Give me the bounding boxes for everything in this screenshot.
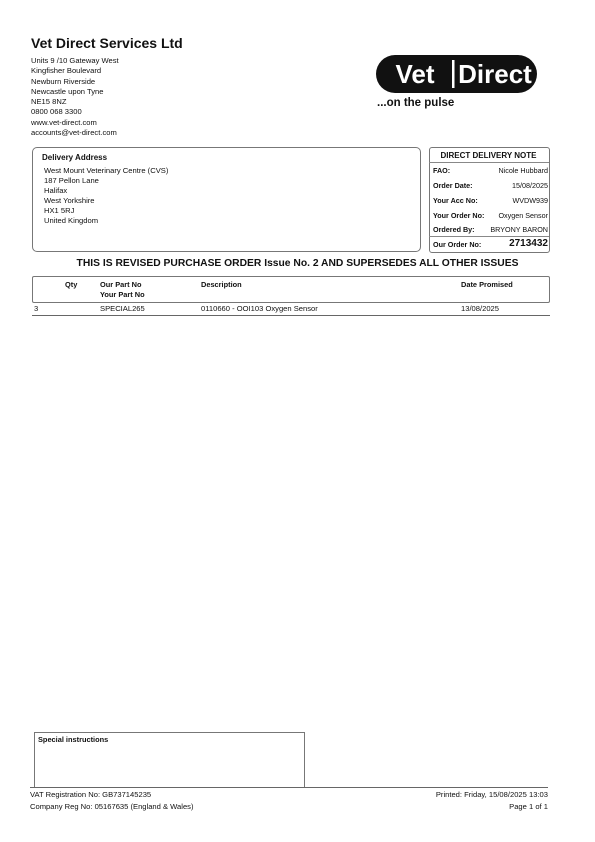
delivery-line: United Kingdom — [44, 216, 99, 225]
row-divider — [32, 315, 550, 316]
logo-pill-shape — [375, 54, 538, 94]
divider — [429, 162, 549, 163]
delivery-line: Halifax — [44, 186, 68, 195]
vat-registration: VAT Registration No: GB737145235 — [30, 790, 152, 799]
address-line: Newburn Riverside — [31, 76, 96, 86]
email: accounts@vet-direct.com — [31, 128, 117, 138]
cell-description: 0110660 - OOI103 Oxygen Sensor — [201, 304, 318, 313]
column-header-qty: Qty — [65, 280, 78, 289]
revision-banner: THIS IS REVISED PURCHASE ORDER Issue No. 2 AND SUPERSEDES ALL OTHER ISSUES — [76, 258, 519, 269]
ordered-by-label: Ordered By: — [433, 225, 475, 234]
cell-date-promised: 13/08/2025 — [461, 304, 500, 313]
column-header-date-promised: Date Promised — [461, 280, 513, 289]
delivery-line: 187 Pellon Lane — [44, 176, 99, 185]
phone-number: 0800 068 3300 — [31, 107, 82, 117]
order-date-label: Order Date: — [433, 181, 473, 190]
logo-word-left: Vet — [395, 59, 435, 89]
fao-value: Nicole Hubbard — [498, 166, 548, 175]
address-line: Units 9 /10 Gateway West — [31, 56, 119, 65]
divider — [429, 236, 549, 237]
website: www.vet-direct.com — [31, 117, 97, 127]
company-reg: Company Reg No: 05167635 (England & Wales) — [30, 802, 194, 811]
our-order-no-value: 2713432 — [509, 238, 548, 249]
your-order-no-label: Your Order No: — [433, 211, 485, 220]
logo-word-right: Direct — [458, 59, 532, 89]
order-date-value: 15/08/2025 — [512, 181, 548, 190]
vet-direct-logo — [375, 54, 540, 112]
address-line: Newcastle upon Tyne — [31, 86, 104, 96]
page-number: Page 1 of 1 — [509, 802, 548, 811]
delivery-address-lines — [44, 166, 168, 226]
delivery-line: West Mount Veterinary Centre (CVS) — [44, 166, 169, 175]
delivery-line: HX1 5RJ — [44, 206, 75, 215]
column-header-description: Description — [201, 280, 242, 289]
acc-no-value: WVDW939 — [512, 196, 548, 205]
special-instructions-label: Special instructions — [38, 735, 109, 744]
footer-divider — [30, 787, 548, 788]
address-line: NE15 8NZ — [31, 97, 67, 107]
delivery-address-title: Delivery Address — [42, 153, 108, 162]
delivery-note-title: DIRECT DELIVERY NOTE — [440, 151, 537, 160]
cell-qty: 3 — [34, 304, 39, 313]
acc-no-label: Your Acc No: — [433, 196, 478, 205]
logo-tagline: ...on the pulse — [377, 97, 455, 109]
our-order-no-label: Our Order No: — [433, 240, 482, 249]
address-line: Kingfisher Boulevard — [31, 66, 102, 76]
cell-part-no: SPECIAL265 — [100, 304, 145, 313]
your-order-no-value: Oxygen Sensor — [498, 211, 548, 220]
company-address — [31, 56, 119, 138]
delivery-line: West Yorkshire — [44, 196, 95, 205]
company-name: Vet Direct Services Ltd — [31, 35, 183, 51]
ordered-by-value: BRYONY BARON — [490, 225, 548, 234]
column-header-your-part-no: Your Part No — [100, 290, 145, 299]
column-header-our-part-no: Our Part No — [100, 280, 142, 289]
printed-timestamp: Printed: Friday, 15/08/2025 13:03 — [435, 790, 548, 799]
fao-label: FAO: — [433, 166, 451, 175]
